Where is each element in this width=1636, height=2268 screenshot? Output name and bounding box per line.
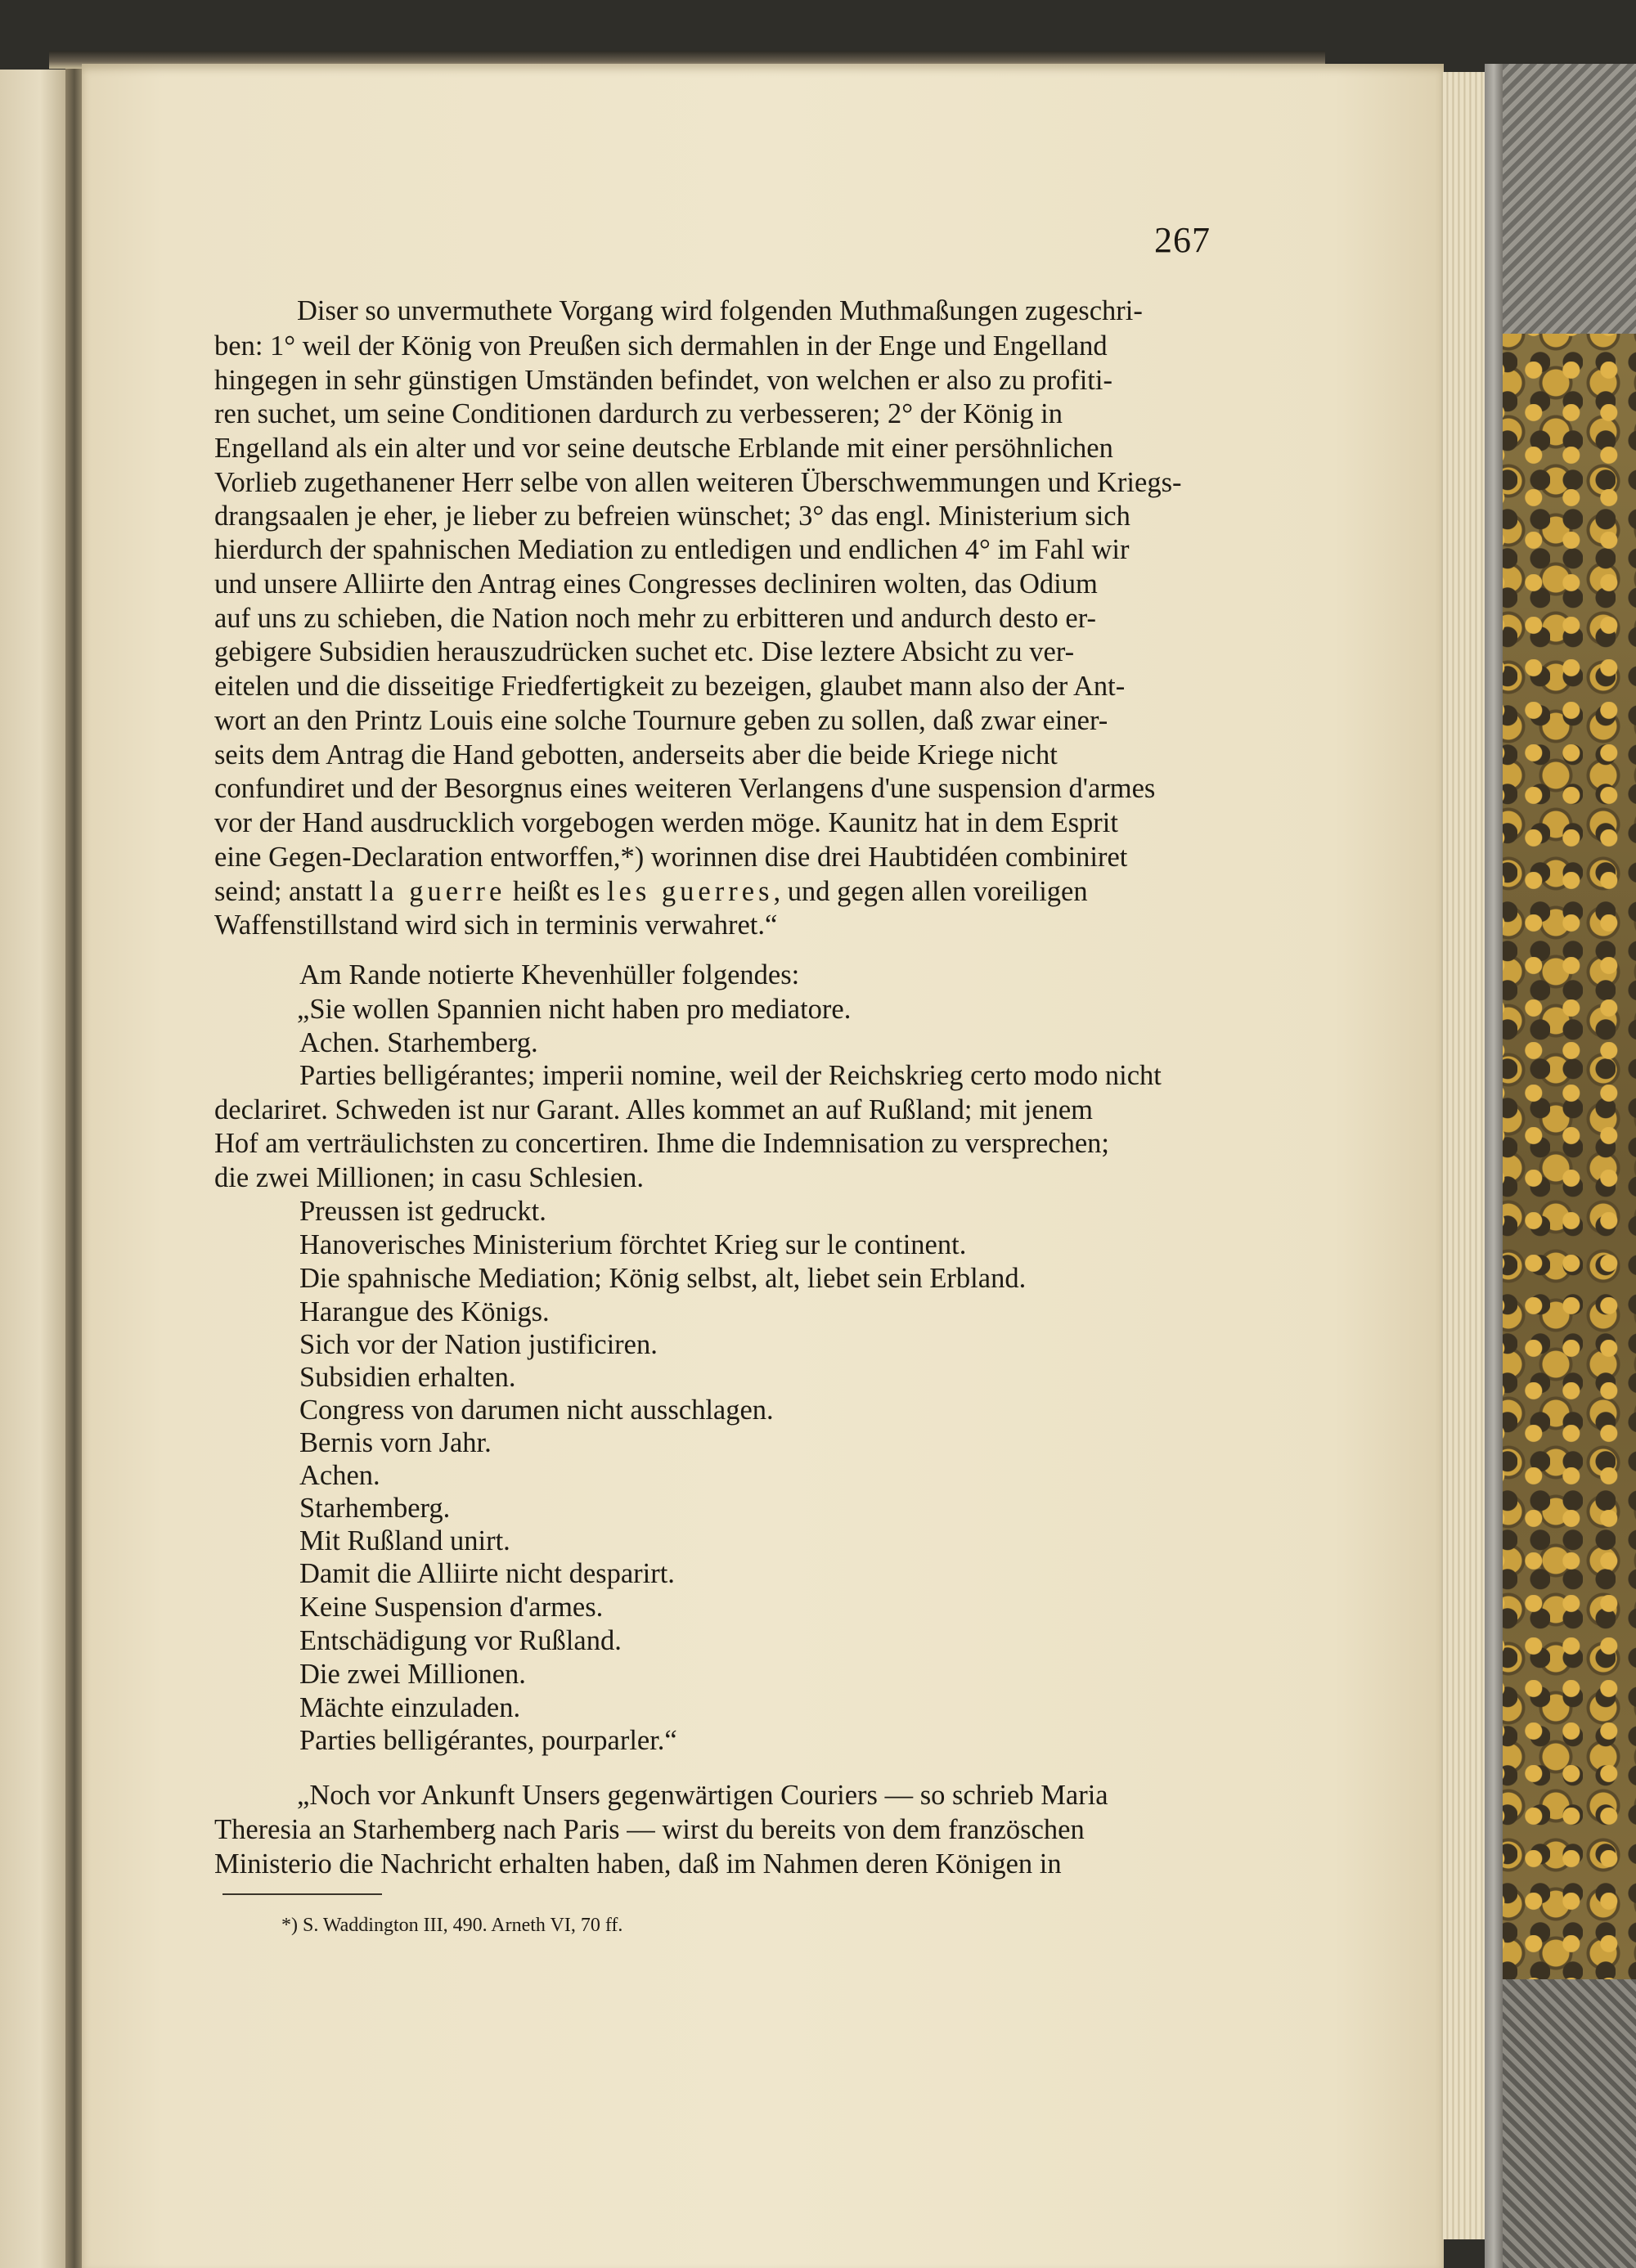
page-number: 267	[1154, 220, 1211, 260]
text-line: wort an den Printz Louis eine solche Tournure geben zu sollen, daß zwar einer-	[214, 705, 1108, 736]
note-line: Achen.	[299, 1460, 380, 1491]
note-line: Subsidien erhalten.	[299, 1362, 516, 1393]
text-line: „Noch vor Ankunft Unsers gegenwärtigen Couriers — so schrieb Maria	[297, 1780, 1108, 1811]
text-line: hingegen in sehr günstigen Umständen befindet, von welchen er also zu profiti-	[214, 365, 1112, 396]
note-line: Hanoverisches Ministerium förchtet Krieg sur le continent.	[299, 1229, 967, 1260]
footnote-divider	[222, 1893, 382, 1895]
text-run: heißt es	[506, 876, 607, 907]
spaced-text: les guerres	[606, 876, 774, 907]
text-line-emphasis	[214, 878, 1088, 906]
cover-corner-top	[1503, 64, 1636, 334]
note-line: Die spahnische Mediation; König selbst, alt, liebet sein Erbland.	[299, 1263, 1027, 1294]
text-line: Engelland als ein alter und vor seine deutsche Erblande mit einer persöhnlichen	[214, 433, 1113, 464]
note-line: Damit die Alliirte nicht desparirt.	[299, 1558, 675, 1589]
text-line: Diser so unvermuthete Vorgang wird folgenden Muthmaßungen zugeschri-	[297, 295, 1143, 326]
text-line: und unsere Alliirte den Antrag eines Congresses decliniren wolten, das Odium	[214, 568, 1098, 600]
text-line: eine Gegen-Declaration entworffen,*) worinnen dise drei Haubtidéen combiniret	[214, 842, 1128, 873]
text-line: vor der Hand ausdrucklich vorgebogen werden möge. Kaunitz hat in dem Esprit	[214, 807, 1118, 838]
note-line: Preussen ist gedruckt.	[299, 1196, 546, 1227]
note-line: Die zwei Millionen.	[299, 1659, 526, 1690]
text-line: eitelen und die disseitige Friedfertigkeit zu bezeigen, glaubet mann also der Ant-	[214, 671, 1126, 702]
note-line: Starhemberg.	[299, 1493, 451, 1524]
text-line: ben: 1° weil der König von Preußen sich dermahlen in der Enge und Engelland	[214, 330, 1108, 362]
note-line: Mit Rußland unirt.	[299, 1525, 510, 1556]
text-line: seits dem Antrag die Hand gebotten, anderseits aber die beide Kriege nicht	[214, 739, 1058, 770]
text-line: Waffenstillstand wird sich in terminis verwahret.“	[214, 909, 778, 941]
text-line: Ministerio die Nachricht erhalten haben, daß im Nahmen deren Königen in	[214, 1848, 1062, 1880]
spaced-text: la guerre	[369, 876, 506, 907]
book-gutter	[65, 57, 83, 2268]
cover-binding-edge	[1485, 64, 1503, 2268]
note-line: Mächte einzuladen.	[299, 1692, 521, 1723]
text-line: Theresia an Starhemberg nach Paris — wirst du bereits von dem französchen	[214, 1814, 1085, 1845]
cover-corner-bottom	[1503, 1979, 1636, 2268]
left-page-edge	[0, 70, 67, 2268]
text-run: , und gegen allen voreiligen	[773, 876, 1088, 907]
note-line: Sich vor der Nation justificiren.	[299, 1329, 658, 1360]
page-stack-edges	[1441, 72, 1488, 2239]
note-line: die zwei Millionen; in casu Schlesien.	[214, 1162, 645, 1193]
notes-intro: Am Rande notierte Khevenhüller folgendes:	[299, 959, 800, 990]
note-line: Harangue des Königs.	[299, 1296, 550, 1327]
footnote: *) S. Waddington III, 490. Arneth VI, 70 ff.	[281, 1915, 623, 1936]
note-line: Parties belligérantes, pourparler.“	[299, 1725, 677, 1756]
text-line: gebigere Subsidien herauszudrücken suchet etc. Dise leztere Absicht zu ver-	[214, 636, 1075, 667]
note-line: Entschädigung vor Rußland.	[299, 1625, 622, 1656]
note-line: declariret. Schweden ist nur Garant. Alles kommet an auf Rußland; mit jenem	[214, 1094, 1093, 1125]
note-line: Achen. Starhemberg.	[299, 1027, 538, 1058]
note-line: Congress von darumen nicht ausschlagen.	[299, 1394, 774, 1426]
marbled-cover	[1485, 64, 1636, 2268]
note-line: „Sie wollen Spannien nicht haben pro mediatore.	[297, 994, 852, 1025]
note-line: Bernis vorn Jahr.	[299, 1427, 492, 1458]
note-line: Keine Suspension d'armes.	[299, 1592, 604, 1623]
text-line: Vorlieb zugethanener Herr selbe von allen weiteren Überschwemmungen und Kriegs-	[214, 467, 1182, 498]
text-line: drangsaalen je eher, je lieber zu befreien wünschet; 3° das engl. Ministerium sich	[214, 501, 1130, 532]
note-line: Parties belligérantes; imperii nomine, weil der Reichskrieg certo modo nicht	[299, 1060, 1162, 1091]
text-line: auf uns zu schieben, die Nation noch mehr zu erbitteren und andurch desto er-	[214, 603, 1097, 634]
text-line: hierdurch der spahnischen Mediation zu entledigen und endlichen 4° im Fahl wir	[214, 534, 1130, 565]
text-line: ren suchet, um seine Conditionen dardurch zu verbesseren; 2° der König in	[214, 398, 1063, 429]
note-line: Hof am verträulichsten zu concertiren. Ihme die Indemnisation zu versprechen;	[214, 1128, 1109, 1159]
text-run: seind; anstatt	[214, 876, 370, 907]
text-line: confundiret und der Besorgnus eines weiteren Verlangens d'une suspension d'armes	[214, 773, 1156, 804]
